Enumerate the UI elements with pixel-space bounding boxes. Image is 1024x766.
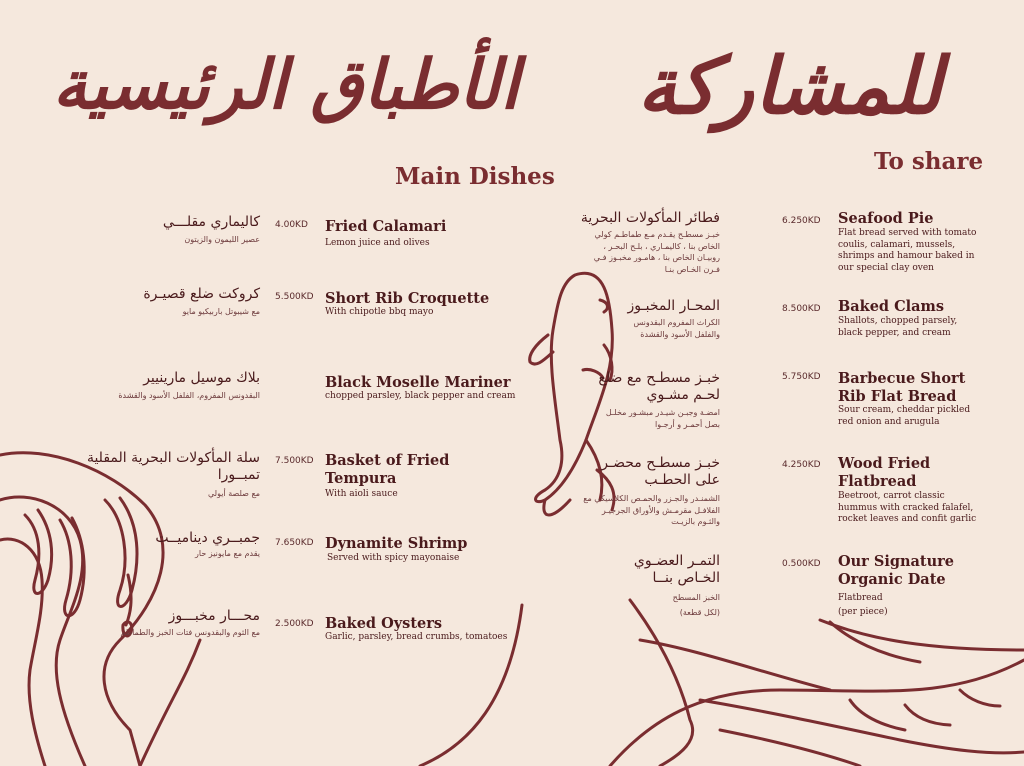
item-name-en: Dynamite Shrimp: [325, 535, 468, 552]
item-price: 6.250KD: [782, 216, 821, 226]
item-name-ar: محـــار مخبـــوز: [168, 608, 260, 624]
item-note-en: (per piece): [838, 607, 888, 617]
item-name-en: Seafood Pie: [838, 210, 934, 227]
item-price: 5.750KD: [782, 372, 821, 382]
item-desc-en: Shallots, chopped parsely, black pepper, and cream: [838, 316, 958, 338]
item-desc-en: Beetroot, carrot classic hummus with cracked falafel, rocket leaves and confit garlic: [838, 491, 977, 525]
to-share-title-ar: للمشاركة: [637, 42, 942, 132]
item-name-ar: جمبــري ديناميــت: [155, 530, 260, 546]
item-desc-en: With chipotle bbq mayo: [325, 307, 434, 317]
item-price: 7.650KD: [275, 538, 314, 548]
item-name-ar: خبـز مسطـح مع ضلع لحـم مشـوي: [598, 370, 720, 403]
item-name-en: Short Rib Croquette: [325, 290, 490, 307]
menu-item: [60, 370, 530, 440]
item-name-en: Barbecue Short Rib Flat Bread: [838, 370, 966, 406]
item-desc-en: Sour cream, cheddar pickled red onion and arugula: [838, 405, 971, 427]
menu-item: [60, 450, 530, 520]
item-name-en: Black Moselle Mariner: [325, 374, 511, 391]
menu-item: [620, 553, 980, 623]
item-name-en: Basket of Fried Tempura: [325, 452, 450, 488]
item-name-ar: خبـز مسطـح محضـر على الحطـب: [601, 455, 720, 488]
item-desc-ar: امضـة وجبـن شيـدر مبشـور مخلـل بصل أحمـر و أرجـوا: [605, 408, 720, 429]
menu-item: [620, 298, 980, 368]
item-desc-ar: الشمنـدر والجـزر والحمـص الكلاسيكي مع الفلافـل مقرمـش والأوراق الجرجيـر والثـوم بالزيـت: [583, 494, 720, 527]
item-name-ar: المحـار المخبـوز: [627, 298, 720, 314]
item-desc-ar: مع الثوم والبقدونس فتات الخبز والطماطم: [120, 628, 260, 637]
big-fish-illustration: [610, 600, 1024, 766]
item-desc-ar: الكراث المفروم البقدونس والفلفل الأسود والقشدة: [633, 318, 720, 339]
item-desc-ar: مع شيبوتل باربيكيو مايو: [182, 307, 260, 316]
item-desc-ar: عصير الليمون والزيتون: [184, 235, 260, 244]
item-desc-ar: يقدم مع مايونيز حار: [195, 549, 260, 558]
item-desc-en: chopped parsley, black pepper and cream: [325, 391, 516, 401]
item-desc-en: Lemon juice and olives: [325, 238, 430, 248]
menu-item: [580, 210, 980, 290]
item-name-en: Fried Calamari: [325, 218, 447, 235]
item-note-ar: (لكل قطعة): [679, 608, 720, 617]
menu-item: [60, 214, 530, 284]
menu-item: [583, 455, 980, 535]
item-name-en: Baked Oysters: [325, 615, 443, 632]
item-name-en: Wood Fried Flatbread: [838, 455, 931, 491]
item-price: 2.500KD: [275, 619, 314, 629]
item-name-ar: بلاك موسيل مارينيير: [143, 370, 260, 386]
main-dishes-title-en: Main Dishes: [395, 163, 555, 190]
item-price: 4.00KD: [275, 220, 308, 230]
menu-item: [598, 370, 980, 440]
item-name-en: Baked Clams: [838, 298, 945, 315]
item-desc-en: With aioli sauce: [325, 489, 398, 499]
item-desc-ar: الخبز المسطح: [672, 593, 720, 602]
item-name-ar: كاليماري مقلـــي: [162, 214, 260, 230]
item-price: 4.250KD: [782, 460, 821, 470]
item-name-en: Our Signature Organic Date: [838, 553, 955, 589]
item-name-ar: سلة المأكولات البحرية المقلية تمبــورا: [86, 450, 260, 483]
item-desc-ar: مع صلصة أيولي: [208, 489, 260, 498]
item-desc-ar: خبـز مسطـح يقـدم مـع طماطـم كولي الخاص بنا ، كاليمـاري ، بلـح البحـر ، روبيـان الخاص بنا ، هامـور مخبـوز فـي فـرن الخـاص بنـا: [593, 230, 720, 274]
menu-item: [60, 608, 530, 678]
item-desc-en: Served with spicy mayonaise: [327, 553, 460, 563]
item-desc-en: Flatbread: [838, 593, 883, 603]
item-desc-en: Garlic, parsley, bread crumbs, tomatoes: [325, 632, 508, 642]
item-price: 5.500KD: [275, 292, 314, 302]
to-share-title-en: To share: [874, 148, 984, 175]
menu-item: [60, 286, 530, 356]
item-price: 7.500KD: [275, 456, 314, 466]
menu-item: [60, 530, 530, 600]
item-name-ar: التمـر العضـوي الخـاص بنــا: [633, 553, 720, 586]
item-price: 8.500KD: [782, 304, 821, 314]
item-name-ar: كروكت ضلع قصيـرة: [143, 286, 260, 302]
item-name-ar: فطائر المأكولات البحرية: [580, 210, 720, 226]
item-price: 0.500KD: [782, 559, 821, 569]
item-desc-ar: البقدونس المفروم، الفلفل الأسود والقشدة: [118, 391, 260, 400]
main-dishes-title-ar: الأطباق الرئيسية: [52, 46, 519, 125]
item-desc-en: Flat bread served with tomato coulis, calamari, mussels, shrimps and hamour baked in our special clay oven: [838, 228, 977, 274]
